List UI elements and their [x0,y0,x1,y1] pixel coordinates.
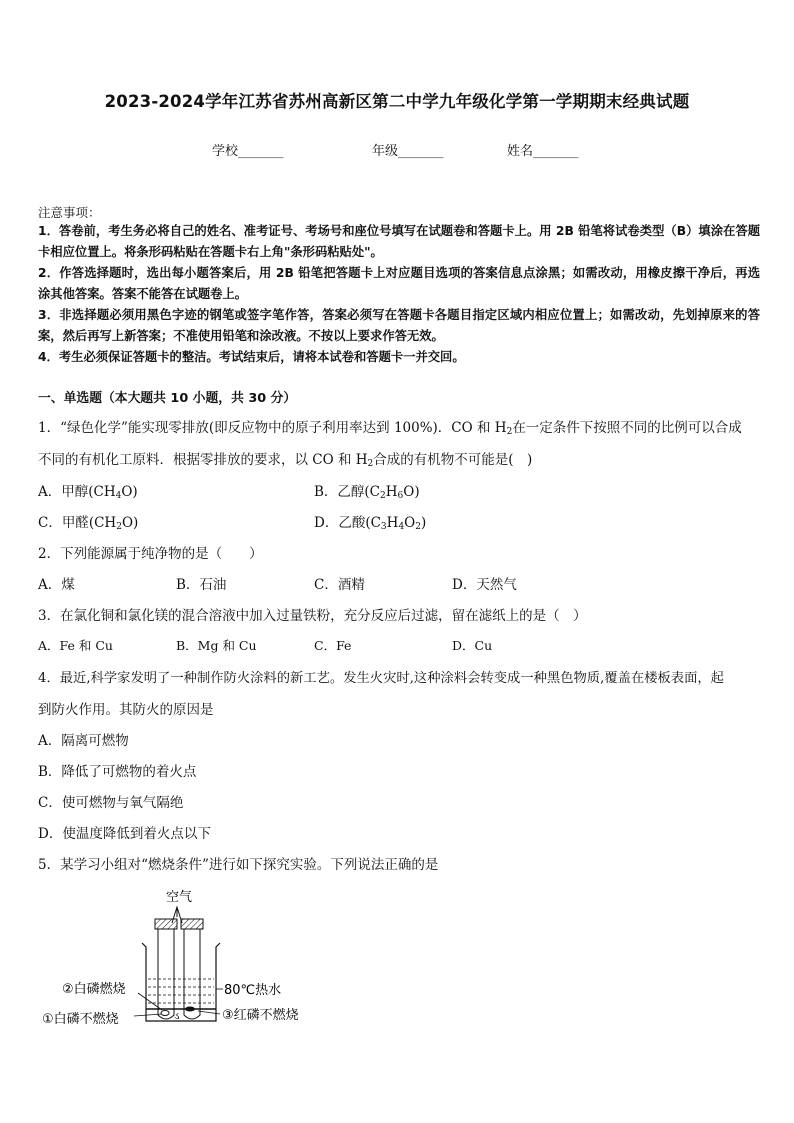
q3-option-c[interactable]: C．Fe [314,638,352,653]
q1-option-b[interactable]: B．乙醇$(C_2H_6O)$ [314,484,420,501]
notice-item: 2．作答选择题时，选出每小题答案后，用 2B 铅笔把答题卡上对应题目选项的答案信息点涂黑；如需改动，用橡皮擦干净后，再选涂其他答案。答案不能答在试题卷上。 [38,266,760,301]
name-field: 姓名_______ [507,144,579,159]
q3-stem: 3．在氯化铜和氯化镁的混合溶液中加入过量铁粉，充分反应后过滤，留在滤纸上的是（ ） [38,608,587,624]
leader-line-3 [198,1011,220,1014]
q4-stem-line2: 到防火作用。其防火的原因是 [38,702,214,718]
stopper-left [155,919,177,929]
label-white-phosphorus-not-burn: ①白磷不燃烧 [42,1012,119,1027]
q3-option-d[interactable]: D．Cu [452,638,493,653]
notice-item: 4．考生必须保证答题卡的整洁。考试结束后，请将本试卷和答题卡一并交回。 [38,350,465,364]
q2-option-a[interactable]: A．煤 [38,577,75,593]
combustion-experiment-figure [38,883,338,1033]
q1-option-d[interactable]: D．乙酸$(C_3H_4O_2)$ [314,515,427,532]
q4-option-d[interactable]: D．使温度降低到着火点以下 [38,826,211,842]
notice-heading: 注意事项： [38,205,101,220]
q1-stem-line1: 1．“绿色化学”能实现零排放(即反应物中的原子利用率达到 100%)．CO 和 $H_2$在一定条件下按照不同的比例可以合成 [38,420,742,437]
label-hot-water: 80℃热水 [224,983,282,998]
stopper-right [181,919,203,929]
white-phosphorus-in-water [161,1011,169,1016]
q1-option-c[interactable]: C．甲醛$(CH_2O)$ [38,515,139,532]
q2-option-c[interactable]: C．酒精 [314,577,365,593]
q4-option-b[interactable]: B．降低了可燃物的着火点 [38,764,197,780]
q4-stem-line1: 4．最近,科学家发明了一种制作防火涂料的新工艺。发生火灾时,这种涂料会转变成一种黑色物质,覆盖在楼板表面，起 [38,671,724,686]
notice-list [38,221,760,368]
section-heading: 一、单选题（本大题共 10 小题，共 30 分） [38,391,297,406]
test-tube-left [158,929,174,1019]
notice-item: 3．非选择题必须用黑色字迹的钢笔或签字笔作答，答案必须写在答题卡各题目指定区域内相应位置上；如需改动，先划掉原来的答案，然后再写上新答案；不准使用铅笔和涂改液。不按以上要求作答无效。 [38,308,760,343]
label-white-phosphorus-burns: ②白磷燃烧 [62,982,126,997]
q5-stem: 5．某学习小组对“燃烧条件”进行如下探究实验。下列说法正确的是 [38,857,439,873]
q2-option-b[interactable]: B．石油 [176,577,227,593]
q2-option-d[interactable]: D．天然气 [452,577,517,593]
white-phosphorus-mark: ડ [174,1011,180,1022]
grade-field: 年级_______ [372,144,444,159]
red-phosphorus [185,1007,195,1012]
q3-option-b[interactable]: B．Mg 和 Cu [176,638,257,653]
q4-option-a[interactable]: A．隔离可燃物 [38,733,129,749]
test-tube-right [184,929,200,1019]
q2-stem: 2．下列能源属于纯净物的是（ ） [38,546,263,562]
q3-option-a[interactable]: A．Fe 和 Cu [38,638,113,653]
page-title: 2023-2024学年江苏省苏州高新区第二中学九年级化学第一学期期末经典试题 [104,92,690,111]
q1-stem-line2: 不同的有机化工原料．根据零排放的要求，以 CO 和 $H_2$合成的有机物不可能是( ) [38,452,533,469]
school-field: 学校_______ [212,144,284,159]
notice-item: 1．答卷前，考生务必将自己的姓名、准考证号、考场号和座位号填写在试题卷和答题卡上。用 2B 铅笔将试卷类型（B）填涂在答题卡相应位置上。将条形码粘贴在答题卡右上角"条形码粘贴处"。 [38,224,760,259]
air-label: 空气 [166,890,193,905]
q4-option-c[interactable]: C．使可燃物与氧气隔绝 [38,795,184,811]
q1-option-a[interactable]: A．甲醇$(CH_4O)$ [38,484,138,501]
label-red-phosphorus-not-burn: ③红磷不燃烧 [222,1008,299,1023]
